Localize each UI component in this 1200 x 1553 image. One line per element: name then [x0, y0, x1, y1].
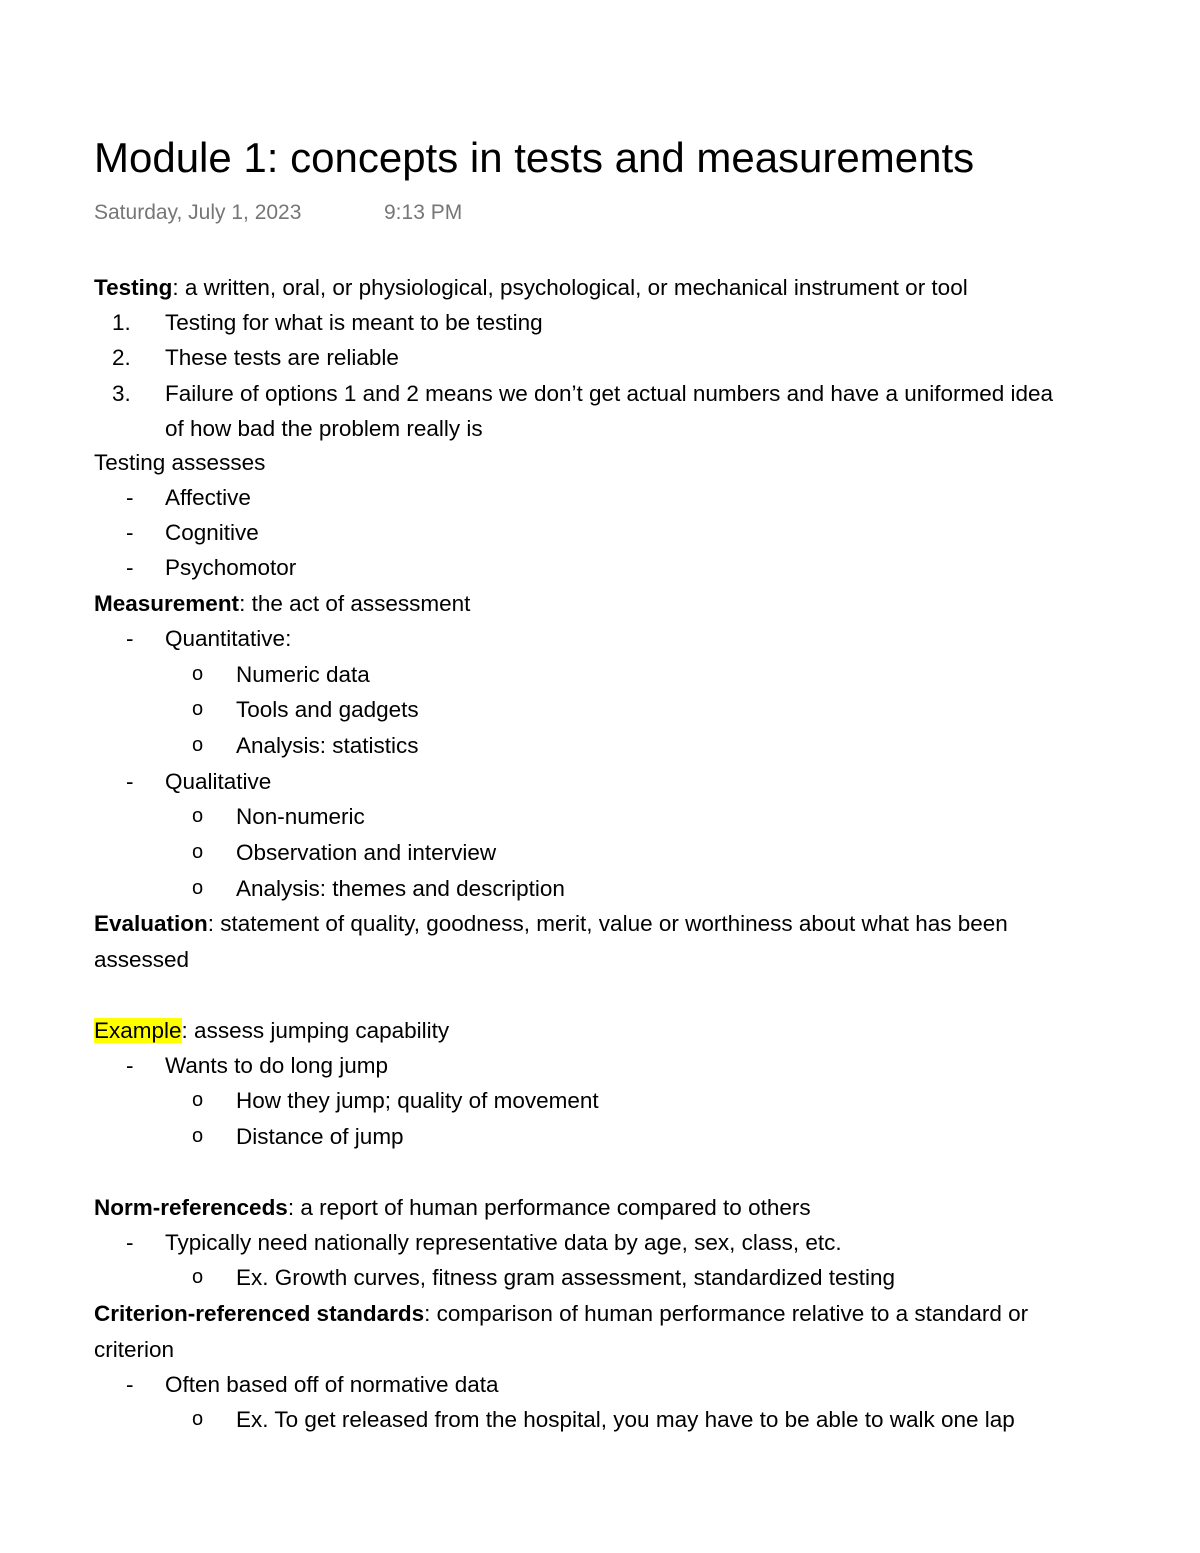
testing-definition-text: : a written, oral, or physiological, psychological, or mechanical instrument or tool	[172, 275, 968, 300]
dash-bullet: -	[126, 626, 134, 651]
sub-list-item: Numeric data	[236, 662, 370, 687]
list-item: Testing for what is meant to be testing	[165, 310, 543, 335]
note-date: Saturday, July 1, 2023	[94, 201, 302, 224]
term-norm-referenced: Norm-referenceds	[94, 1195, 288, 1220]
criterion-continuation: criterion	[94, 1337, 175, 1362]
page-title: Module 1: concepts in tests and measurements	[94, 134, 975, 181]
criterion-definition-text: : comparison of human performance relative to a standard or	[424, 1301, 1029, 1326]
dash-bullet: -	[126, 555, 134, 580]
measurement-definition	[94, 586, 470, 621]
term-evaluation: Evaluation	[94, 911, 208, 936]
sub-list-item: How they jump; quality of movement	[236, 1088, 599, 1113]
sub-list-item: Observation and interview	[236, 840, 497, 865]
example-line	[94, 1013, 449, 1048]
term-example-highlighted: Example	[94, 1018, 182, 1043]
list-item: Quantitative:	[165, 626, 292, 651]
dash-bullet: -	[126, 769, 134, 794]
sub-list-item: Analysis: themes and description	[236, 876, 565, 901]
evaluation-definition-text: : statement of quality, goodness, merit, value or worthiness about what has been	[207, 911, 1008, 936]
testing-assesses-heading: Testing assesses	[94, 450, 266, 475]
circle-bullet: o	[192, 698, 204, 720]
sub-list-item: Distance of jump	[236, 1124, 404, 1149]
circle-bullet: o	[192, 663, 204, 685]
criterion-definition	[94, 1296, 1028, 1331]
circle-bullet: o	[192, 1266, 204, 1288]
circle-bullet: o	[192, 805, 204, 827]
dash-bullet: -	[126, 1372, 134, 1397]
circle-bullet: o	[192, 1408, 204, 1430]
circle-bullet: o	[192, 1125, 204, 1147]
sub-list-item: Ex. Growth curves, fitness gram assessment, standardized testing	[236, 1265, 896, 1290]
dash-bullet: -	[126, 1230, 134, 1255]
term-criterion-referenced: Criterion-referenced standards	[94, 1301, 425, 1326]
testing-definition	[94, 270, 968, 305]
list-item: Typically need nationally representative data by age, sex, class, etc.	[165, 1230, 842, 1255]
evaluation-continuation: assessed	[94, 947, 190, 972]
list-item: Wants to do long jump	[165, 1053, 389, 1078]
list-item: Failure of options 1 and 2 means we don’t get actual numbers and have a uniformed idea	[165, 381, 1054, 406]
circle-bullet: o	[192, 734, 204, 756]
circle-bullet: o	[192, 841, 204, 863]
list-number: 1.	[112, 310, 131, 335]
list-item: Cognitive	[165, 520, 259, 545]
evaluation-definition	[94, 906, 1008, 941]
sub-list-item: Analysis: statistics	[236, 733, 419, 758]
sub-list-item: Ex. To get released from the hospital, you may have to be able to walk one lap	[236, 1407, 1015, 1432]
norm-definition-text: : a report of human performance compared to others	[287, 1195, 811, 1220]
list-item: Psychomotor	[165, 555, 297, 580]
list-item-continuation: of how bad the problem really is	[165, 416, 483, 441]
note-time: 9:13 PM	[384, 201, 463, 224]
example-text: : assess jumping capability	[181, 1018, 450, 1043]
list-item: Affective	[165, 485, 251, 510]
dash-bullet: -	[126, 520, 134, 545]
circle-bullet: o	[192, 1089, 204, 1111]
date-time-line	[94, 198, 463, 228]
list-item: Qualitative	[165, 769, 272, 794]
dash-bullet: -	[126, 1053, 134, 1078]
norm-definition	[94, 1190, 811, 1225]
measurement-definition-text: : the act of assessment	[239, 591, 471, 616]
sub-list-item: Non-numeric	[236, 804, 365, 829]
term-testing: Testing	[94, 275, 173, 300]
list-item: Often based off of normative data	[165, 1372, 499, 1397]
list-number: 3.	[112, 381, 131, 406]
sub-list-item: Tools and gadgets	[236, 697, 419, 722]
term-measurement: Measurement	[94, 591, 240, 616]
dash-bullet: -	[126, 485, 134, 510]
circle-bullet: o	[192, 877, 204, 899]
list-item: These tests are reliable	[165, 345, 399, 370]
list-number: 2.	[112, 345, 131, 370]
